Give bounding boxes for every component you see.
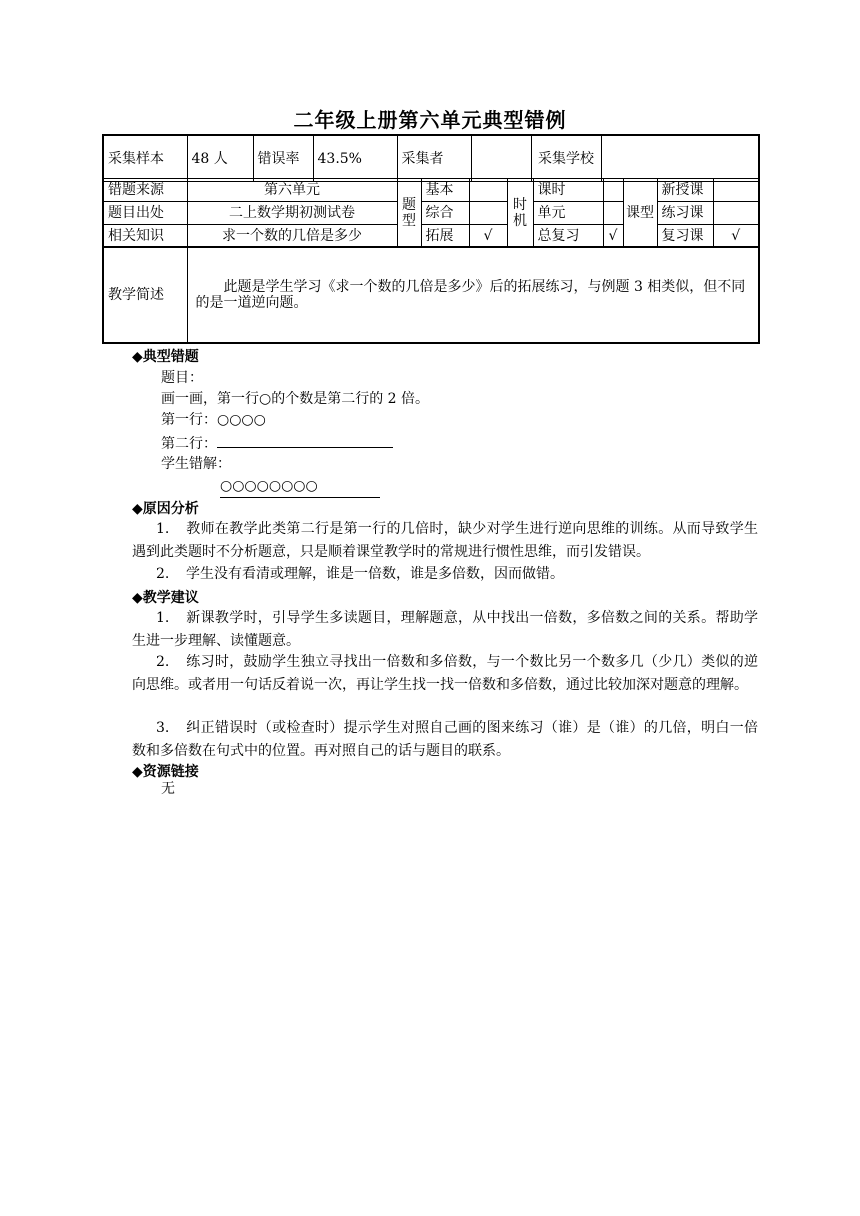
suggestion-item-text: 练习时，鼓励学生独立寻找出一倍数和多倍数，与一个数比另一个数多几（少几）类似的逆向思维。或者用一句话反着说一次，再让学生找一找一倍数和多倍数，通过比较加深对题意的理解。 bbox=[132, 654, 758, 693]
timing-review-mark: √ bbox=[603, 225, 623, 248]
row2-blank bbox=[217, 432, 393, 448]
analysis-item bbox=[132, 563, 758, 586]
origin-value: 二上数学期初测试卷 bbox=[187, 202, 397, 225]
header-table bbox=[102, 134, 760, 182]
lesson-type-review: 复习课 bbox=[657, 225, 713, 248]
lesson-type-new: 新授课 bbox=[657, 179, 713, 202]
question-type-comprehensive-mark bbox=[469, 202, 507, 225]
error-rate-value: 43.5% bbox=[313, 135, 397, 182]
analysis-item-num: 2. bbox=[156, 566, 170, 582]
row1-line: 第一行：○○○○ bbox=[161, 412, 266, 428]
row2-label: 第二行： bbox=[161, 436, 217, 452]
sample-label: 采集样本 bbox=[103, 135, 187, 182]
page-title: 二年级上册第六单元典型错例 bbox=[293, 108, 567, 132]
analysis-heading: ◆原因分析 bbox=[132, 501, 199, 517]
analysis-item bbox=[132, 518, 758, 564]
question-text: 画一画，第一行○的个数是第二行的 2 倍。 bbox=[161, 391, 430, 407]
lesson-type-practice-mark bbox=[713, 202, 759, 225]
origin-label: 题目出处 bbox=[103, 202, 187, 225]
info-table bbox=[102, 178, 760, 248]
suggestion-item-text: 新课教学时，引导学生多读题目，理解题意，从中找出一倍数，多倍数之间的关系。帮助学生进一步理解、读懂题意。 bbox=[132, 610, 758, 649]
lesson-type-new-mark bbox=[713, 179, 759, 202]
brief-text-cell bbox=[187, 247, 759, 344]
suggestion-item-num: 2. bbox=[156, 654, 170, 670]
knowledge-label: 相关知识 bbox=[103, 225, 187, 248]
suggestion-item bbox=[132, 651, 758, 697]
timing-label: 时机 bbox=[507, 179, 533, 248]
analysis-item-num: 1. bbox=[156, 521, 170, 537]
timing-unit-mark bbox=[603, 202, 623, 225]
student-answer-line bbox=[220, 476, 380, 498]
timing-unit: 单元 bbox=[533, 202, 603, 225]
question-label: 题目： bbox=[161, 370, 203, 386]
resources-heading: ◆资源链接 bbox=[132, 764, 199, 780]
suggestions-heading: ◆教学建议 bbox=[132, 590, 199, 606]
lesson-type-review-mark: √ bbox=[713, 225, 759, 248]
analysis-item-text: 教师在教学此类第二行是第一行的几倍时，缺少对学生进行逆向思维的训练。从而导致学生遇到此类题时不分析题意，只是顺着课堂教学时的常规进行惯性思维，而引发错误。 bbox=[132, 521, 758, 560]
knowledge-value: 求一个数的几倍是多少 bbox=[187, 225, 397, 248]
question-type-extension-mark: √ bbox=[469, 225, 507, 248]
typical-error-heading: ◆典型错题 bbox=[132, 349, 199, 365]
source-value: 第六单元 bbox=[187, 179, 397, 202]
question-type-label: 题型 bbox=[397, 179, 421, 248]
question-type-extension: 拓展 bbox=[421, 225, 469, 248]
question-type-basic-mark bbox=[469, 179, 507, 202]
question-type-comprehensive: 综合 bbox=[421, 202, 469, 225]
school-value bbox=[601, 135, 759, 182]
lesson-type-practice: 练习课 bbox=[657, 202, 713, 225]
suggestion-item bbox=[132, 717, 758, 763]
student-answer: ○○○○○○○○ bbox=[220, 476, 380, 498]
collector-value bbox=[471, 135, 531, 182]
source-label: 错题来源 bbox=[103, 179, 187, 202]
error-rate-label: 错误率 bbox=[253, 135, 313, 182]
collector-label: 采集者 bbox=[397, 135, 471, 182]
row2-line bbox=[161, 432, 393, 455]
analysis-item-text: 学生没有看清或理解，谁是一倍数，谁是多倍数，因而做错。 bbox=[186, 566, 564, 582]
question-type-basic: 基本 bbox=[421, 179, 469, 202]
suggestion-item bbox=[132, 607, 758, 653]
brief-text: 此题是学生学习《求一个数的几倍是多少》后的拓展练习，与例题 3 相类似，但不同的是一道逆向题。 bbox=[195, 278, 746, 311]
brief-table bbox=[102, 246, 760, 344]
resources-text: 无 bbox=[161, 781, 175, 797]
sample-value: 48 人 bbox=[187, 135, 253, 182]
suggestion-item-text: 纠正错误时（或检查时）提示学生对照自己画的图来练习（谁）是（谁）的几倍，明白一倍数和多倍数在句式中的位置。再对照自己的话与题目的联系。 bbox=[132, 720, 758, 759]
timing-review: 总复习 bbox=[533, 225, 603, 248]
suggestion-item-num: 3. bbox=[156, 720, 170, 736]
suggestion-item-num: 1. bbox=[156, 610, 170, 626]
lesson-type-label: 课型 bbox=[623, 179, 657, 248]
timing-lesson-mark bbox=[603, 179, 623, 202]
student-label: 学生错解： bbox=[161, 456, 231, 472]
timing-lesson: 课时 bbox=[533, 179, 603, 202]
brief-label: 教学简述 bbox=[103, 247, 187, 344]
school-label: 采集学校 bbox=[531, 135, 601, 182]
